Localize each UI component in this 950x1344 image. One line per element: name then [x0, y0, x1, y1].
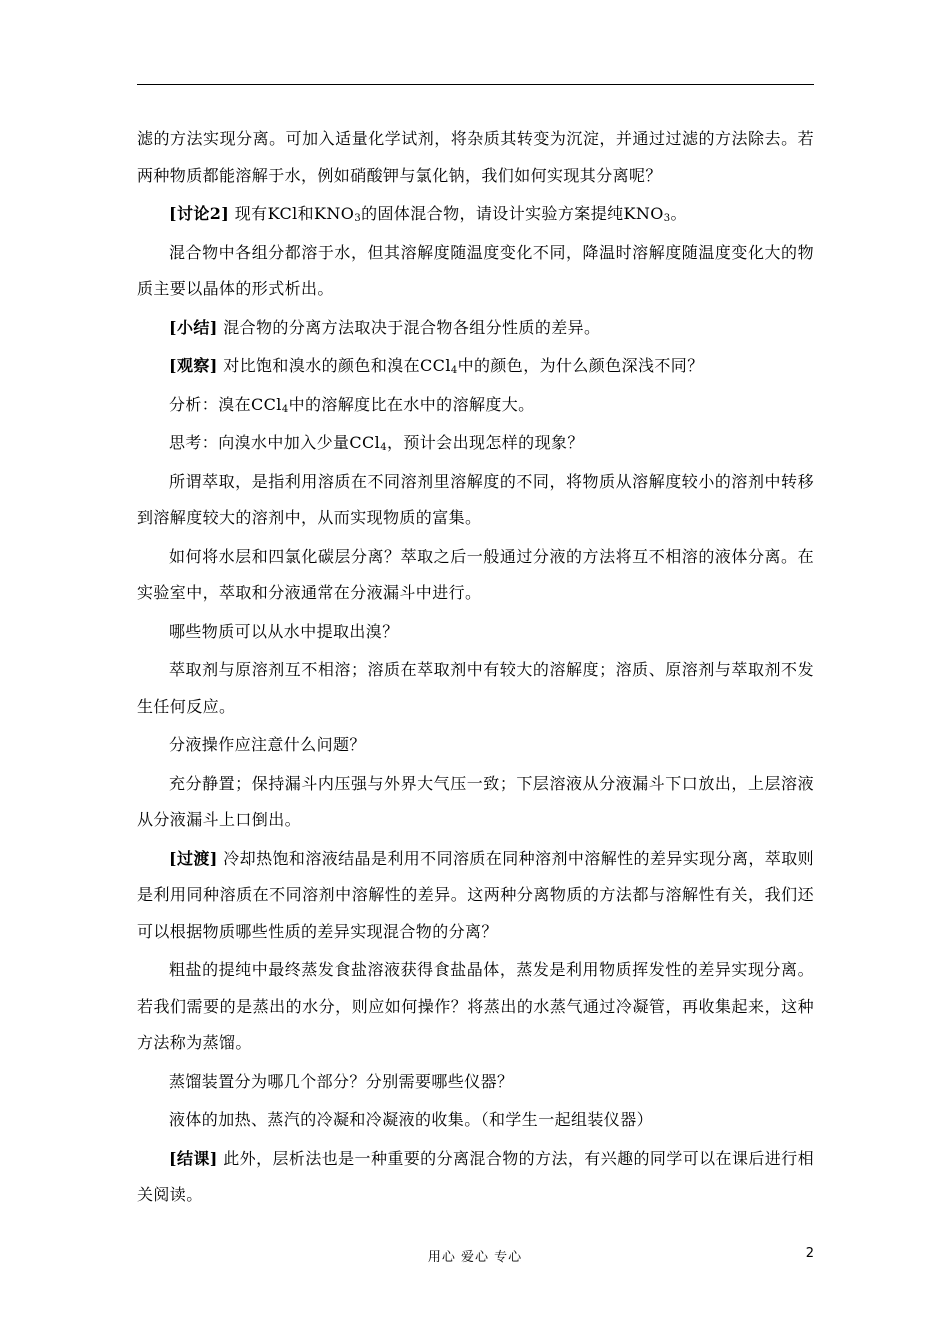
text-run: 此外，层析法也是一种重要的分离混合物的方法，有兴趣的同学可以在课后进行相关阅读。	[137, 1148, 814, 1204]
document-body	[137, 121, 814, 1216]
text-run: 对比饱和溴水的颜色和溴在CCl	[217, 356, 451, 375]
section-tag: [小结]	[169, 317, 218, 337]
paragraph	[137, 348, 814, 385]
paragraph	[137, 952, 814, 1062]
text-run: 滤的方法实现分离。可加入适量化学试剂，将杂质其转变为沉淀，并通过过滤的方法除去。若两种物质都能溶解于水，例如硝酸钾与氯化钠，我们如何实现其分离呢？	[137, 129, 814, 185]
text-run: 中的颜色，为什么颜色深浅不同？	[457, 356, 704, 375]
section-tag: [观察]	[169, 356, 218, 375]
paragraph	[137, 196, 814, 233]
text-run: 所谓萃取，是指利用溶质在不同溶剂里溶解度的不同，将物质从溶解度较小的溶剂中转移到溶解度较大的溶剂中，从而实现物质的富集。	[137, 471, 814, 527]
text-run: 哪些物质可以从水中提取出溴？	[169, 621, 399, 641]
footer-slogan: 用心 爱心 专心	[427, 1250, 523, 1265]
paragraph	[137, 652, 814, 725]
text-run: 现有KCl和KNO	[229, 204, 355, 223]
text-run: ，预计会出现怎样的现象？	[386, 433, 584, 452]
text-run: 混合物的分离方法取决于混合物各组分性质的差异。	[217, 317, 601, 337]
paragraph	[137, 1141, 814, 1214]
text-run: 充分静置；保持漏斗内压强与外界大气压一致；下层溶液从分液漏斗下口放出，上层溶液从分液漏斗上口倒出。	[137, 773, 814, 829]
paragraph	[137, 841, 814, 951]
paragraph	[137, 310, 814, 347]
text-run: 混合物中各组分都溶于水，但其溶解度随温度变化不同，降温时溶解度随温度变化大的物质主要以晶体的形式析出。	[137, 242, 814, 298]
text-run: 萃取剂与原溶剂互不相溶；溶质在萃取剂中有较大的溶解度；溶质、原溶剂与萃取剂不发生任何反应。	[137, 660, 814, 716]
paragraph	[137, 766, 814, 839]
section-tag: [讨论2]	[169, 204, 230, 223]
paragraph	[137, 425, 814, 462]
text-run: 如何将水层和四氯化碳层分离？萃取之后一般通过分液的方法将互不相溶的液体分离。在实验室中，萃取和分液通常在分液漏斗中进行。	[137, 546, 814, 602]
paragraph	[137, 614, 814, 651]
paragraph	[137, 387, 814, 424]
page-number: 2	[805, 1246, 814, 1261]
paragraph	[137, 121, 814, 194]
text-run: 粗盐的提纯中最终蒸发食盐溶液获得食盐晶体，蒸发是利用物质挥发性的差异实现分离。若我们需要的是蒸出的水分，则应如何操作？将蒸出的水蒸气通过冷凝管，再收集起来，这种方法称为蒸馏。	[137, 960, 814, 1052]
subscript: 4	[450, 365, 458, 376]
subscript: 4	[380, 442, 387, 453]
text-run: 液体的加热、蒸汽的冷凝和冷凝液的收集。（和学生一起组装仪器）	[169, 1110, 654, 1129]
section-tag: [结课]	[169, 1148, 218, 1168]
paragraph	[137, 539, 814, 612]
subscript: 4	[281, 403, 289, 415]
text-run: 。	[670, 204, 687, 223]
text-run: 分液操作应注意什么问题？	[169, 735, 366, 754]
paragraph	[137, 235, 814, 308]
paragraph	[137, 1064, 814, 1101]
text-run: 中的溶解度比在水中的溶解度大。	[288, 394, 535, 414]
paragraph	[137, 727, 814, 764]
text-run: 蒸馏装置分为哪几个部分？分别需要哪些仪器？	[169, 1071, 514, 1091]
header-rule	[137, 84, 814, 85]
text-run: 冷却热饱和溶液结晶是利用不同溶质在同种溶剂中溶解性的差异实现分离，萃取则是利用同种溶质在不同溶剂中溶解性的差异。这两种分离物质的方法都与溶解性有关，我们还可以根据物质哪些性质的差异实现混合物的分离？	[137, 848, 814, 941]
text-run: 的固体混合物，请设计实验方案提纯KNO	[361, 204, 664, 223]
section-tag: [过渡]	[169, 848, 218, 868]
paragraph	[137, 1102, 814, 1139]
paragraph	[137, 464, 814, 537]
subscript: 3	[663, 213, 671, 224]
text-run: 思考：向溴水中加入少量CCl	[169, 433, 381, 452]
text-run: 分析：溴在CCl	[169, 394, 282, 414]
subscript: 3	[354, 213, 362, 224]
